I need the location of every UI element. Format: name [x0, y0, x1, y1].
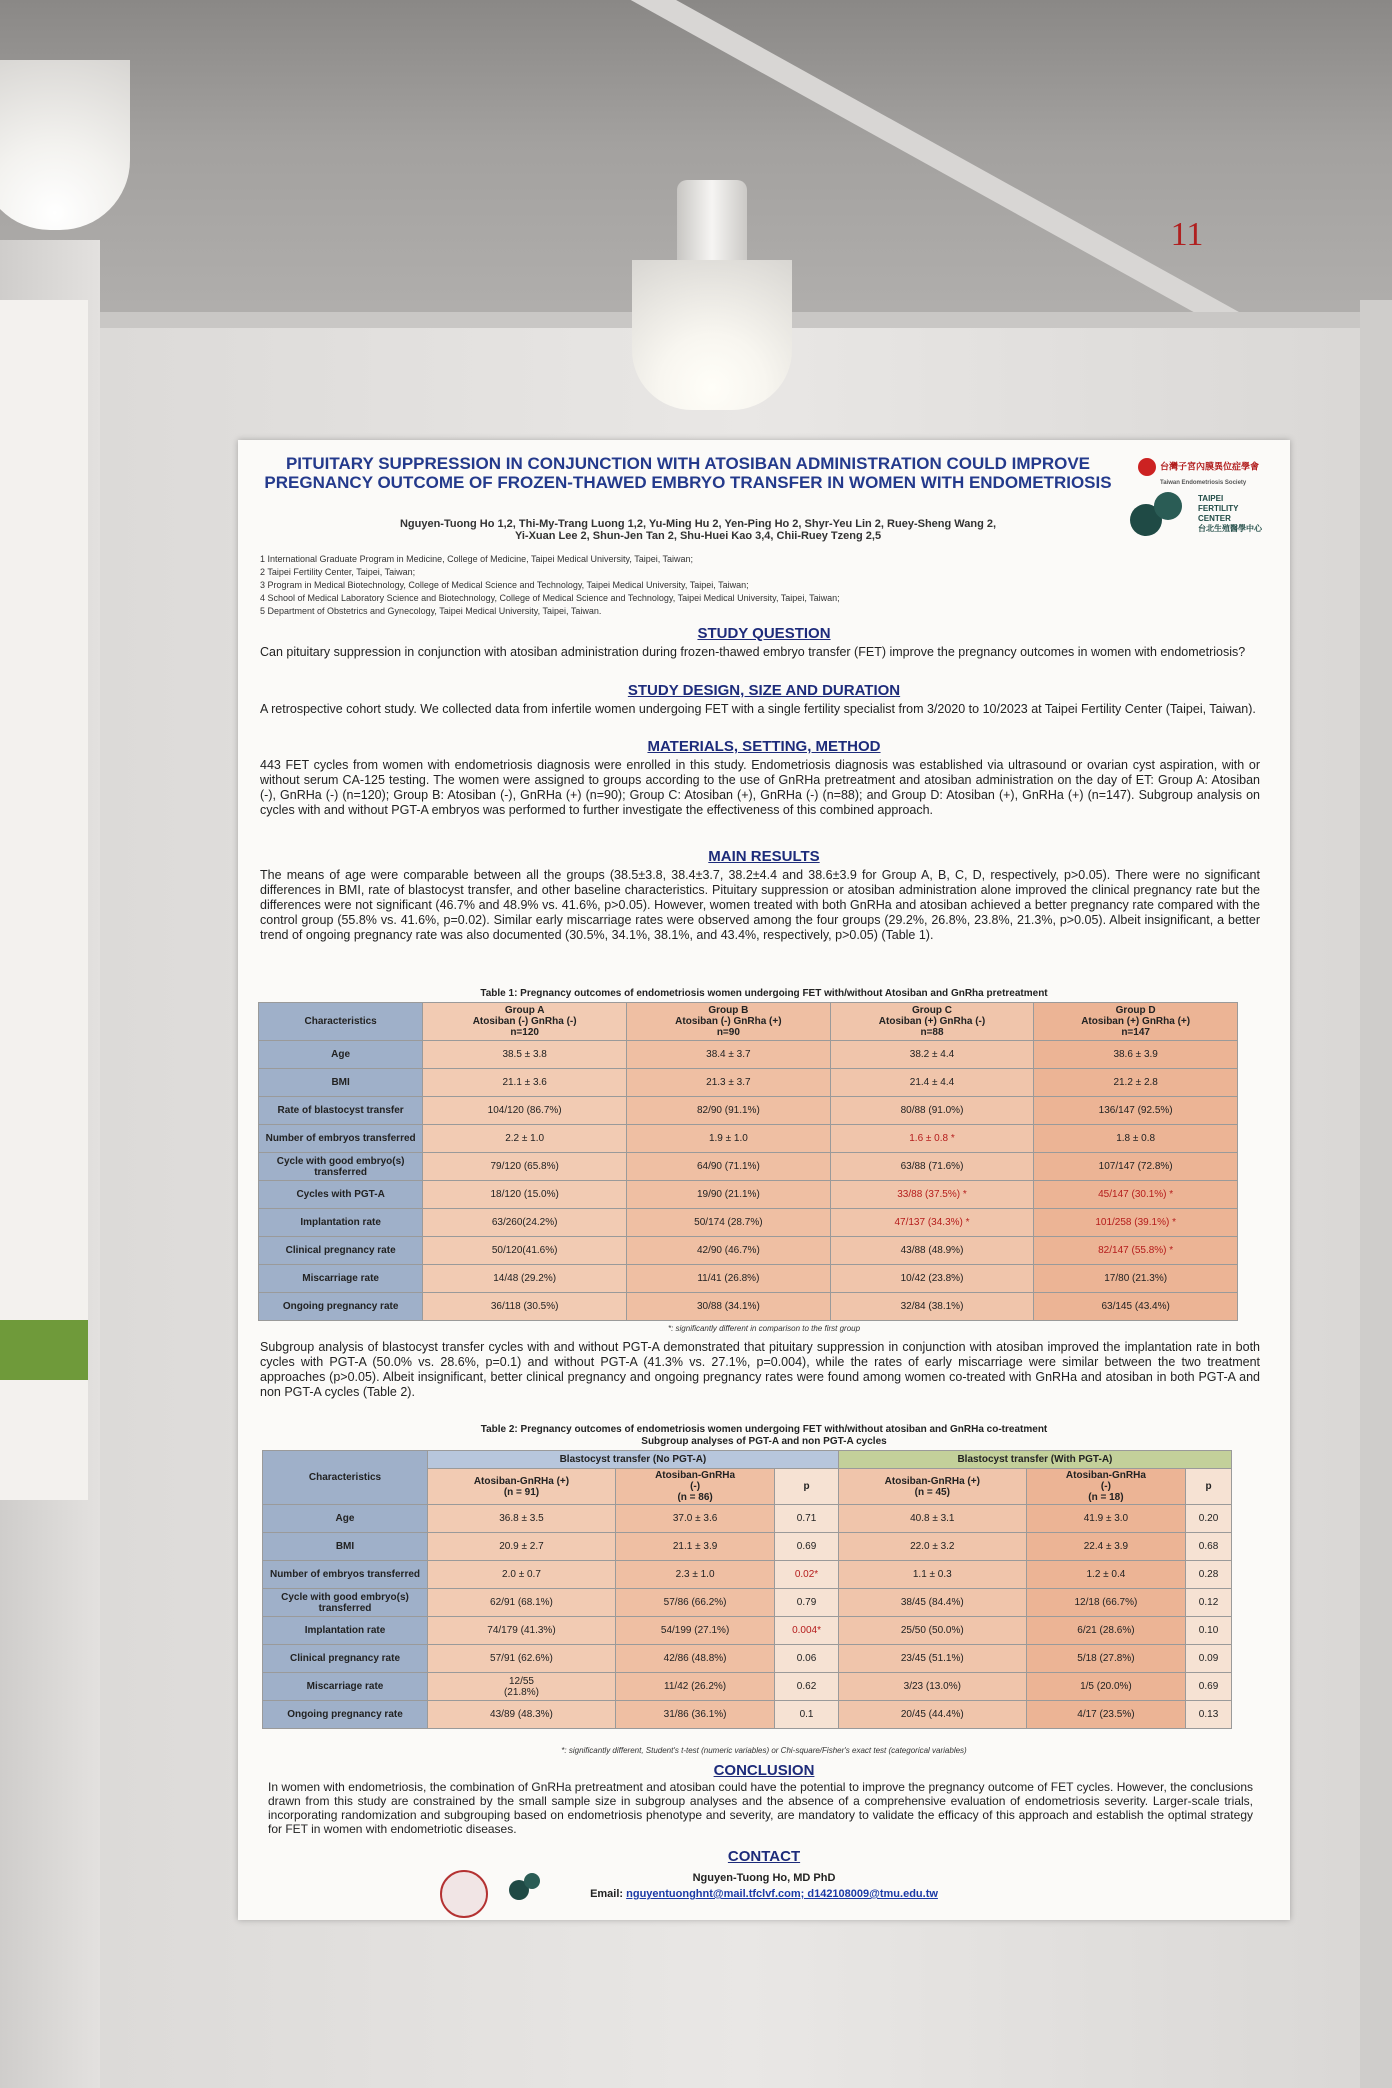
table1-cell: 47/137 (34.3%) * — [830, 1209, 1034, 1237]
table2-subcaption: Subgroup analyses of PGT-A and non PGT-A cycles — [641, 1436, 887, 1447]
table2-cell: 21.1 ± 3.9 — [615, 1533, 774, 1561]
table2-cell: 1.1 ± 0.3 — [838, 1561, 1026, 1589]
table1-cell: 21.4 ± 4.4 — [830, 1069, 1034, 1097]
neighbor-poster — [0, 300, 88, 1500]
table2-cell: 23/45 (51.1%) — [838, 1645, 1026, 1673]
table1-row-label: BMI — [259, 1069, 423, 1097]
main-results-text: The means of age were comparable between all the groups (38.5±3.8, 38.4±3.7, 38.2±4.4 and 38.6±3.9 for Group A, B, C, D, respectively, p>0.05). There were no significant differences in BMI, rate of blastocyst transfer, and other baseline characteristics. Pituitary suppression or atosiban administration alone improved the clinical pregnancy rate but the differences were not significant (46.7% and 48.9% vs. 41.6%, p>0.05). However, women treated with both GnRHa and atosiban achieved a better pregnancy rate compared with the control group (55.8% vs. 41.6%, p=0.02). Similar early miscarriage rates were observed among the four groups (29.2%, 26.8%, 23.8%, 21.3%, p>0.05). Albeit insignificant, a better trend of ongoing pregnancy rate was also documented (30.5%, 34.1%, 38.1%, and 43.4%, respectively, p>0.05) (Table 1). — [260, 868, 1260, 942]
table1-caption: Table 1: Pregnancy outcomes of endometriosis women undergoing FET with/without Atosiban and GnRha pretreatment — [480, 988, 1048, 999]
table2-cell: 0.69 — [1186, 1673, 1232, 1701]
university-seal-icon — [440, 1870, 488, 1918]
lamp-shade — [632, 260, 792, 410]
table1-cell: 38.5 ± 3.8 — [423, 1041, 627, 1069]
table-row — [263, 1617, 1232, 1645]
table1-cell: 79/120 (65.8%) — [423, 1153, 627, 1181]
table2-header-cell: Characteristics — [263, 1451, 428, 1505]
table1-header-cell: Group B Atosiban (-) GnRha (+) n=90 — [627, 1003, 831, 1041]
table2 — [262, 1450, 1232, 1729]
methods-heading: MATERIALS, SETTING, METHOD — [647, 738, 881, 755]
table2-row-label: Ongoing pregnancy rate — [263, 1701, 428, 1729]
table1-cell: 1.8 ± 0.8 — [1034, 1125, 1238, 1153]
table2-header-cell: Atosiban-GnRHa (-) (n = 86) — [615, 1469, 774, 1505]
poster-board-post — [1360, 300, 1392, 2088]
table1-cell: 36/118 (30.5%) — [423, 1293, 627, 1321]
table2-cell: 5/18 (27.8%) — [1026, 1645, 1185, 1673]
table2-row-label: Number of embryos transferred — [263, 1561, 428, 1589]
table1-cell: 80/88 (91.0%) — [830, 1097, 1034, 1125]
society-logo-subtext: Taiwan Endometriosis Society — [1160, 480, 1247, 486]
table-row — [263, 1561, 1232, 1589]
methods-text: 443 FET cycles from women with endometriosis diagnosis were enrolled in this study. Endometriosis diagnosis was established via ultrasound or ovarian cyst aspiration, with or without serum CA-125 testing. The women were assigned to groups according to the use of GnRHa pretreatment and atosiban administration on the day of ET: Group A: Atosiban (-), GnRHa (-) (n=120); Group B: Atosiban (-), GnRHa (+) (n=90); Group C: Atosiban (+), GnRHa (-) (n=88); and Group D: Atosiban (+), GnRHa (+) (n=147). Subgroup analysis on cycles with and without PGT-A embryos was performed to further investigate the effectiveness of this combined approach. — [260, 758, 1260, 817]
table2-caption: Table 2: Pregnancy outcomes of endometriosis women undergoing FET with/without atosiban and GnRHa co-treatment — [480, 1424, 1048, 1435]
table2-header-cell: Atosiban-GnRHa (+) (n = 91) — [428, 1469, 616, 1505]
fertility-center-logo — [1128, 492, 1278, 542]
table2-cell: 0.12 — [1186, 1589, 1232, 1617]
table-row — [263, 1589, 1232, 1617]
table1-cell: 38.6 ± 3.9 — [1034, 1041, 1238, 1069]
table1-cell: 43/88 (48.9%) — [830, 1237, 1034, 1265]
contact-email-link[interactable]: nguyentuonghnt@mail.tfclvf.com; d142108009@tmu.edu.tw — [626, 1888, 938, 1900]
research-poster — [238, 440, 1290, 1920]
study-question-heading: STUDY QUESTION — [697, 625, 831, 642]
booth-number: 11 — [1170, 216, 1204, 253]
table-row — [259, 1237, 1238, 1265]
table2-cell: 2.0 ± 0.7 — [428, 1561, 616, 1589]
table2-cell: 0.10 — [1186, 1617, 1232, 1645]
table1-row-label: Cycle with good embryo(s) transferred — [259, 1153, 423, 1181]
table1-cell: 30/88 (34.1%) — [627, 1293, 831, 1321]
table2-cell: 0.02* — [775, 1561, 839, 1589]
lamp-center — [632, 180, 792, 410]
table1-row-label: Implantation rate — [259, 1209, 423, 1237]
contact-email-label: Email: — [590, 1888, 624, 1900]
study-design-text: A retrospective cohort study. We collected data from infertile women undergoing FET with a single fertility specialist from 3/2020 to 10/2023 at Taipei Fertility Center (Taipei, Taiwan). — [260, 702, 1256, 716]
table1-cell: 19/90 (21.1%) — [627, 1181, 831, 1209]
contact-email-line — [238, 1888, 1290, 1900]
table1-cell: 32/84 (38.1%) — [830, 1293, 1034, 1321]
table1-cell: 18/120 (15.0%) — [423, 1181, 627, 1209]
fertility-center-logo-text: TAIPEI FERTILITY CENTER 台北生殖醫學中心 — [1198, 494, 1262, 533]
table1-cell: 2.2 ± 1.0 — [423, 1125, 627, 1153]
table2-cell: 0.71 — [775, 1505, 839, 1533]
affiliation: 5 Department of Obstetrics and Gynecology, Taipei Medical University, Taipei, Taiwan. — [260, 606, 602, 616]
table-row — [259, 1293, 1238, 1321]
table2-cell: 2.3 ± 1.0 — [615, 1561, 774, 1589]
table2-cell: 0.09 — [1186, 1645, 1232, 1673]
table1-cell: 50/120(41.6%) — [423, 1237, 627, 1265]
table2-cell: 40.8 ± 3.1 — [838, 1505, 1026, 1533]
table2-cell: 6/21 (28.6%) — [1026, 1617, 1185, 1645]
conclusion-heading: CONCLUSION — [713, 1762, 815, 1779]
table2-cell: 62/91 (68.1%) — [428, 1589, 616, 1617]
table1-cell: 10/42 (23.8%) — [830, 1265, 1034, 1293]
table2-group-no-pgta: Blastocyst transfer (No PGT-A) — [428, 1451, 839, 1469]
society-logo-icon — [1138, 458, 1156, 476]
table1-cell: 136/147 (92.5%) — [1034, 1097, 1238, 1125]
table1-row-label: Rate of blastocyst transfer — [259, 1097, 423, 1125]
table1-cell: 11/41 (26.8%) — [627, 1265, 831, 1293]
table1-cell: 101/258 (39.1%) * — [1034, 1209, 1238, 1237]
table2-cell: 31/86 (36.1%) — [615, 1701, 774, 1729]
table-row — [259, 1125, 1238, 1153]
table1-cell: 38.2 ± 4.4 — [830, 1041, 1034, 1069]
affiliation: 4 School of Medical Laboratory Science and Biotechnology, College of Medical Science and Technology, Taipei Medical University, Taipei, Taiwan; — [260, 593, 840, 603]
table2-cell: 42/86 (48.8%) — [615, 1645, 774, 1673]
table1-row-label: Age — [259, 1041, 423, 1069]
table2-group-with-pgta: Blastocyst transfer (With PGT-A) — [838, 1451, 1231, 1469]
society-logo-text: 台灣子宮內膜異位症學會 — [1160, 461, 1260, 472]
table2-cell: 57/86 (66.2%) — [615, 1589, 774, 1617]
table2-row-label: Implantation rate — [263, 1617, 428, 1645]
table1-cell: 33/88 (37.5%) * — [830, 1181, 1034, 1209]
table1-row-label: Ongoing pregnancy rate — [259, 1293, 423, 1321]
neighbor-poster-stripe — [0, 1320, 88, 1380]
contact-name: Nguyen-Tuong Ho, MD PhD — [692, 1872, 836, 1884]
table1-cell: 38.4 ± 3.7 — [627, 1041, 831, 1069]
poster-title: PITUITARY SUPPRESSION IN CONJUNCTION WITH ATOSIBAN ADMINISTRATION COULD IMPROVE PREGNANCY OUTCOME OF FROZEN-THAWED EMBRYO TRANSFER IN WOMEN WITH ENDOMETRIOSIS — [264, 454, 1112, 492]
table1-header-cell: Group C Atosiban (+) GnRha (-) n=88 — [830, 1003, 1034, 1041]
table1-cell: 63/88 (71.6%) — [830, 1153, 1034, 1181]
table2-row-label: BMI — [263, 1533, 428, 1561]
table2-row-label: Age — [263, 1505, 428, 1533]
study-design-heading: STUDY DESIGN, SIZE AND DURATION — [627, 682, 901, 699]
table2-cell: 20/45 (44.4%) — [838, 1701, 1026, 1729]
table1-row-label: Cycles with PGT-A — [259, 1181, 423, 1209]
table2-cell: 37.0 ± 3.6 — [615, 1505, 774, 1533]
affiliation: 2 Taipei Fertility Center, Taipei, Taiwan; — [260, 567, 416, 577]
table2-header-cell: Atosiban-GnRHa (-) (n = 18) — [1026, 1469, 1185, 1505]
table-row — [259, 1181, 1238, 1209]
table1-row-label: Miscarriage rate — [259, 1265, 423, 1293]
conclusion-text: In women with endometriosis, the combination of GnRHa pretreatment and atosiban could have the potential to improve the pregnancy outcome of FET cycles. However, the conclusions drawn from this study are constrained by the small sample size in subgroup analyses and the absence of a comprehensive evaluation of endometriosis severity. Larger-scale trials, incorporating randomization and subgrouping based on endometriosis phenotype and severity, are mandatory to validate the efficacy of this approach and establish the optimal strategy for FET in women with endometriotic diseases. — [268, 1780, 1253, 1836]
table1-cell: 63/145 (43.4%) — [1034, 1293, 1238, 1321]
table2-cell: 57/91 (62.6%) — [428, 1645, 616, 1673]
table2-header-cell: p — [775, 1469, 839, 1505]
table1-cell: 82/147 (55.8%) * — [1034, 1237, 1238, 1265]
table-row — [259, 1041, 1238, 1069]
affiliations — [260, 553, 1100, 618]
table1-row-label: Number of embryos transferred — [259, 1125, 423, 1153]
table-row — [263, 1645, 1232, 1673]
table1-cell: 21.2 ± 2.8 — [1034, 1069, 1238, 1097]
table2-cell: 11/42 (26.2%) — [615, 1673, 774, 1701]
table2-row-label: Miscarriage rate — [263, 1673, 428, 1701]
table2-cell: 0.13 — [1186, 1701, 1232, 1729]
table1-cell: 1.9 ± 1.0 — [627, 1125, 831, 1153]
affiliation: 1 International Graduate Program in Medicine, College of Medicine, Taipei Medical University, Taipei, Taiwan; — [260, 554, 694, 564]
table2-cell: 0.69 — [775, 1533, 839, 1561]
table-row — [259, 1153, 1238, 1181]
table2-cell: 0.79 — [775, 1589, 839, 1617]
contact-heading: CONTACT — [727, 1848, 801, 1865]
table1-footnote: *: significantly different in comparison to the first group — [667, 1324, 861, 1333]
table2-cell: 0.62 — [775, 1673, 839, 1701]
table2-footnote: *: significantly different, Student's t-test (numeric variables) or Chi-square/Fisher's exact test (categorical variables) — [561, 1746, 967, 1755]
table2-cell: 3/23 (13.0%) — [838, 1673, 1026, 1701]
table1-cell: 21.3 ± 3.7 — [627, 1069, 831, 1097]
fertility-center-small-logo-icon — [508, 1872, 542, 1900]
table1-cell: 1.6 ± 0.8 * — [830, 1125, 1034, 1153]
table2-cell: 41.9 ± 3.0 — [1026, 1505, 1185, 1533]
fertility-center-logo-icon — [1128, 492, 1186, 536]
table2-cell: 54/199 (27.1%) — [615, 1617, 774, 1645]
table1-header-cell: Characteristics — [259, 1003, 423, 1041]
table1-cell: 42/90 (46.7%) — [627, 1237, 831, 1265]
table1-cell: 82/90 (91.1%) — [627, 1097, 831, 1125]
table-row — [259, 1209, 1238, 1237]
table1-cell: 50/174 (28.7%) — [627, 1209, 831, 1237]
table2-cell: 0.68 — [1186, 1533, 1232, 1561]
table2-cell: 22.4 ± 3.9 — [1026, 1533, 1185, 1561]
table2-cell: 25/50 (50.0%) — [838, 1617, 1026, 1645]
table-row — [259, 1097, 1238, 1125]
table1-cell: 14/48 (29.2%) — [423, 1265, 627, 1293]
subgroup-text: Subgroup analysis of blastocyst transfer cycles with and without PGT-A demonstrated that pituitary suppression in conjunction with atosiban improved the implantation rate in both cycles with PGT-A (50.0% vs. 28.6%, p=0.1) and without PGT-A (41.3% vs. 27.1%, p=0.004), while the rates of early miscarriage were similar between the two treatment approaches (p>0.05). Albeit insignificant, better clinical pregnancy and ongoing pregnancy rates were found among women co-treated with GnRHa and atosiban in both PGT-A and non PGT-A cycles (Table 2). — [260, 1340, 1260, 1399]
table2-cell: 0.28 — [1186, 1561, 1232, 1589]
table2-cell: 38/45 (84.4%) — [838, 1589, 1026, 1617]
authors-line-1: Nguyen-Tuong Ho 1,2, Thi-My-Trang Luong 1,2, Yu-Ming Hu 2, Yen-Ping Ho 2, Shyr-Yeu Lin 2, Ruey-Sheng Wang 2, — [399, 518, 997, 530]
table2-row-label: Cycle with good embryo(s) transferred — [263, 1589, 428, 1617]
table-row — [263, 1701, 1232, 1729]
table1-cell: 64/90 (71.1%) — [627, 1153, 831, 1181]
table1-header-cell: Group A Atosiban (-) GnRha (-) n=120 — [423, 1003, 627, 1041]
table2-group-row — [263, 1451, 1232, 1469]
authors — [278, 518, 1118, 542]
table2-cell: 20.9 ± 2.7 — [428, 1533, 616, 1561]
table2-cell: 4/17 (23.5%) — [1026, 1701, 1185, 1729]
table1-cell: 104/120 (86.7%) — [423, 1097, 627, 1125]
table1-cell: 17/80 (21.3%) — [1034, 1265, 1238, 1293]
table1-cell: 45/147 (30.1%) * — [1034, 1181, 1238, 1209]
table-row — [263, 1673, 1232, 1701]
study-question-text: Can pituitary suppression in conjunction with atosiban administration during frozen-thawed embryo transfer (FET) improve the pregnancy outcomes in women with endometriosis? — [260, 645, 1246, 659]
table1-cell: 21.1 ± 3.6 — [423, 1069, 627, 1097]
table2-row-label: Clinical pregnancy rate — [263, 1645, 428, 1673]
table1 — [258, 1002, 1238, 1321]
table-row — [259, 1265, 1238, 1293]
table2-cell: 1.2 ± 0.4 — [1026, 1561, 1185, 1589]
table1-row-label: Clinical pregnancy rate — [259, 1237, 423, 1265]
lamp-left — [0, 60, 130, 230]
table2-header-cell: Atosiban-GnRHa (+) (n = 45) — [838, 1469, 1026, 1505]
table2-cell: 0.20 — [1186, 1505, 1232, 1533]
table1-header-row — [259, 1003, 1238, 1041]
table1-cell: 63/260(24.2%) — [423, 1209, 627, 1237]
table1-cell: 107/147 (72.8%) — [1034, 1153, 1238, 1181]
table1-header-cell: Group D Atosiban (+) GnRha (+) n=147 — [1034, 1003, 1238, 1041]
table2-cell: 43/89 (48.3%) — [428, 1701, 616, 1729]
table-row — [259, 1069, 1238, 1097]
table2-cell: 1/5 (20.0%) — [1026, 1673, 1185, 1701]
affiliation: 3 Program in Medical Biotechnology, College of Medical Science and Technology, Taipei Medical University, Taipei, Taiwan; — [260, 580, 749, 590]
table2-cell: 12/18 (66.7%) — [1026, 1589, 1185, 1617]
table-row — [263, 1533, 1232, 1561]
table2-cell: 0.1 — [775, 1701, 839, 1729]
lamp-stem — [677, 180, 747, 270]
table2-cell: 36.8 ± 3.5 — [428, 1505, 616, 1533]
society-logo — [1138, 458, 1288, 486]
authors-line-2: Yi-Xuan Lee 2, Shun-Jen Tan 2, Shu-Huei Kao 3,4, Chii-Ruey Tzeng 2,5 — [514, 530, 882, 542]
table2-cell: 12/55 (21.8%) — [428, 1673, 616, 1701]
table2-header-cell: p — [1186, 1469, 1232, 1505]
table2-cell: 0.06 — [775, 1645, 839, 1673]
table-row — [263, 1505, 1232, 1533]
main-results-heading: MAIN RESULTS — [708, 848, 820, 865]
table2-cell: 0.004* — [775, 1617, 839, 1645]
table2-cell: 22.0 ± 3.2 — [838, 1533, 1026, 1561]
table2-cell: 74/179 (41.3%) — [428, 1617, 616, 1645]
